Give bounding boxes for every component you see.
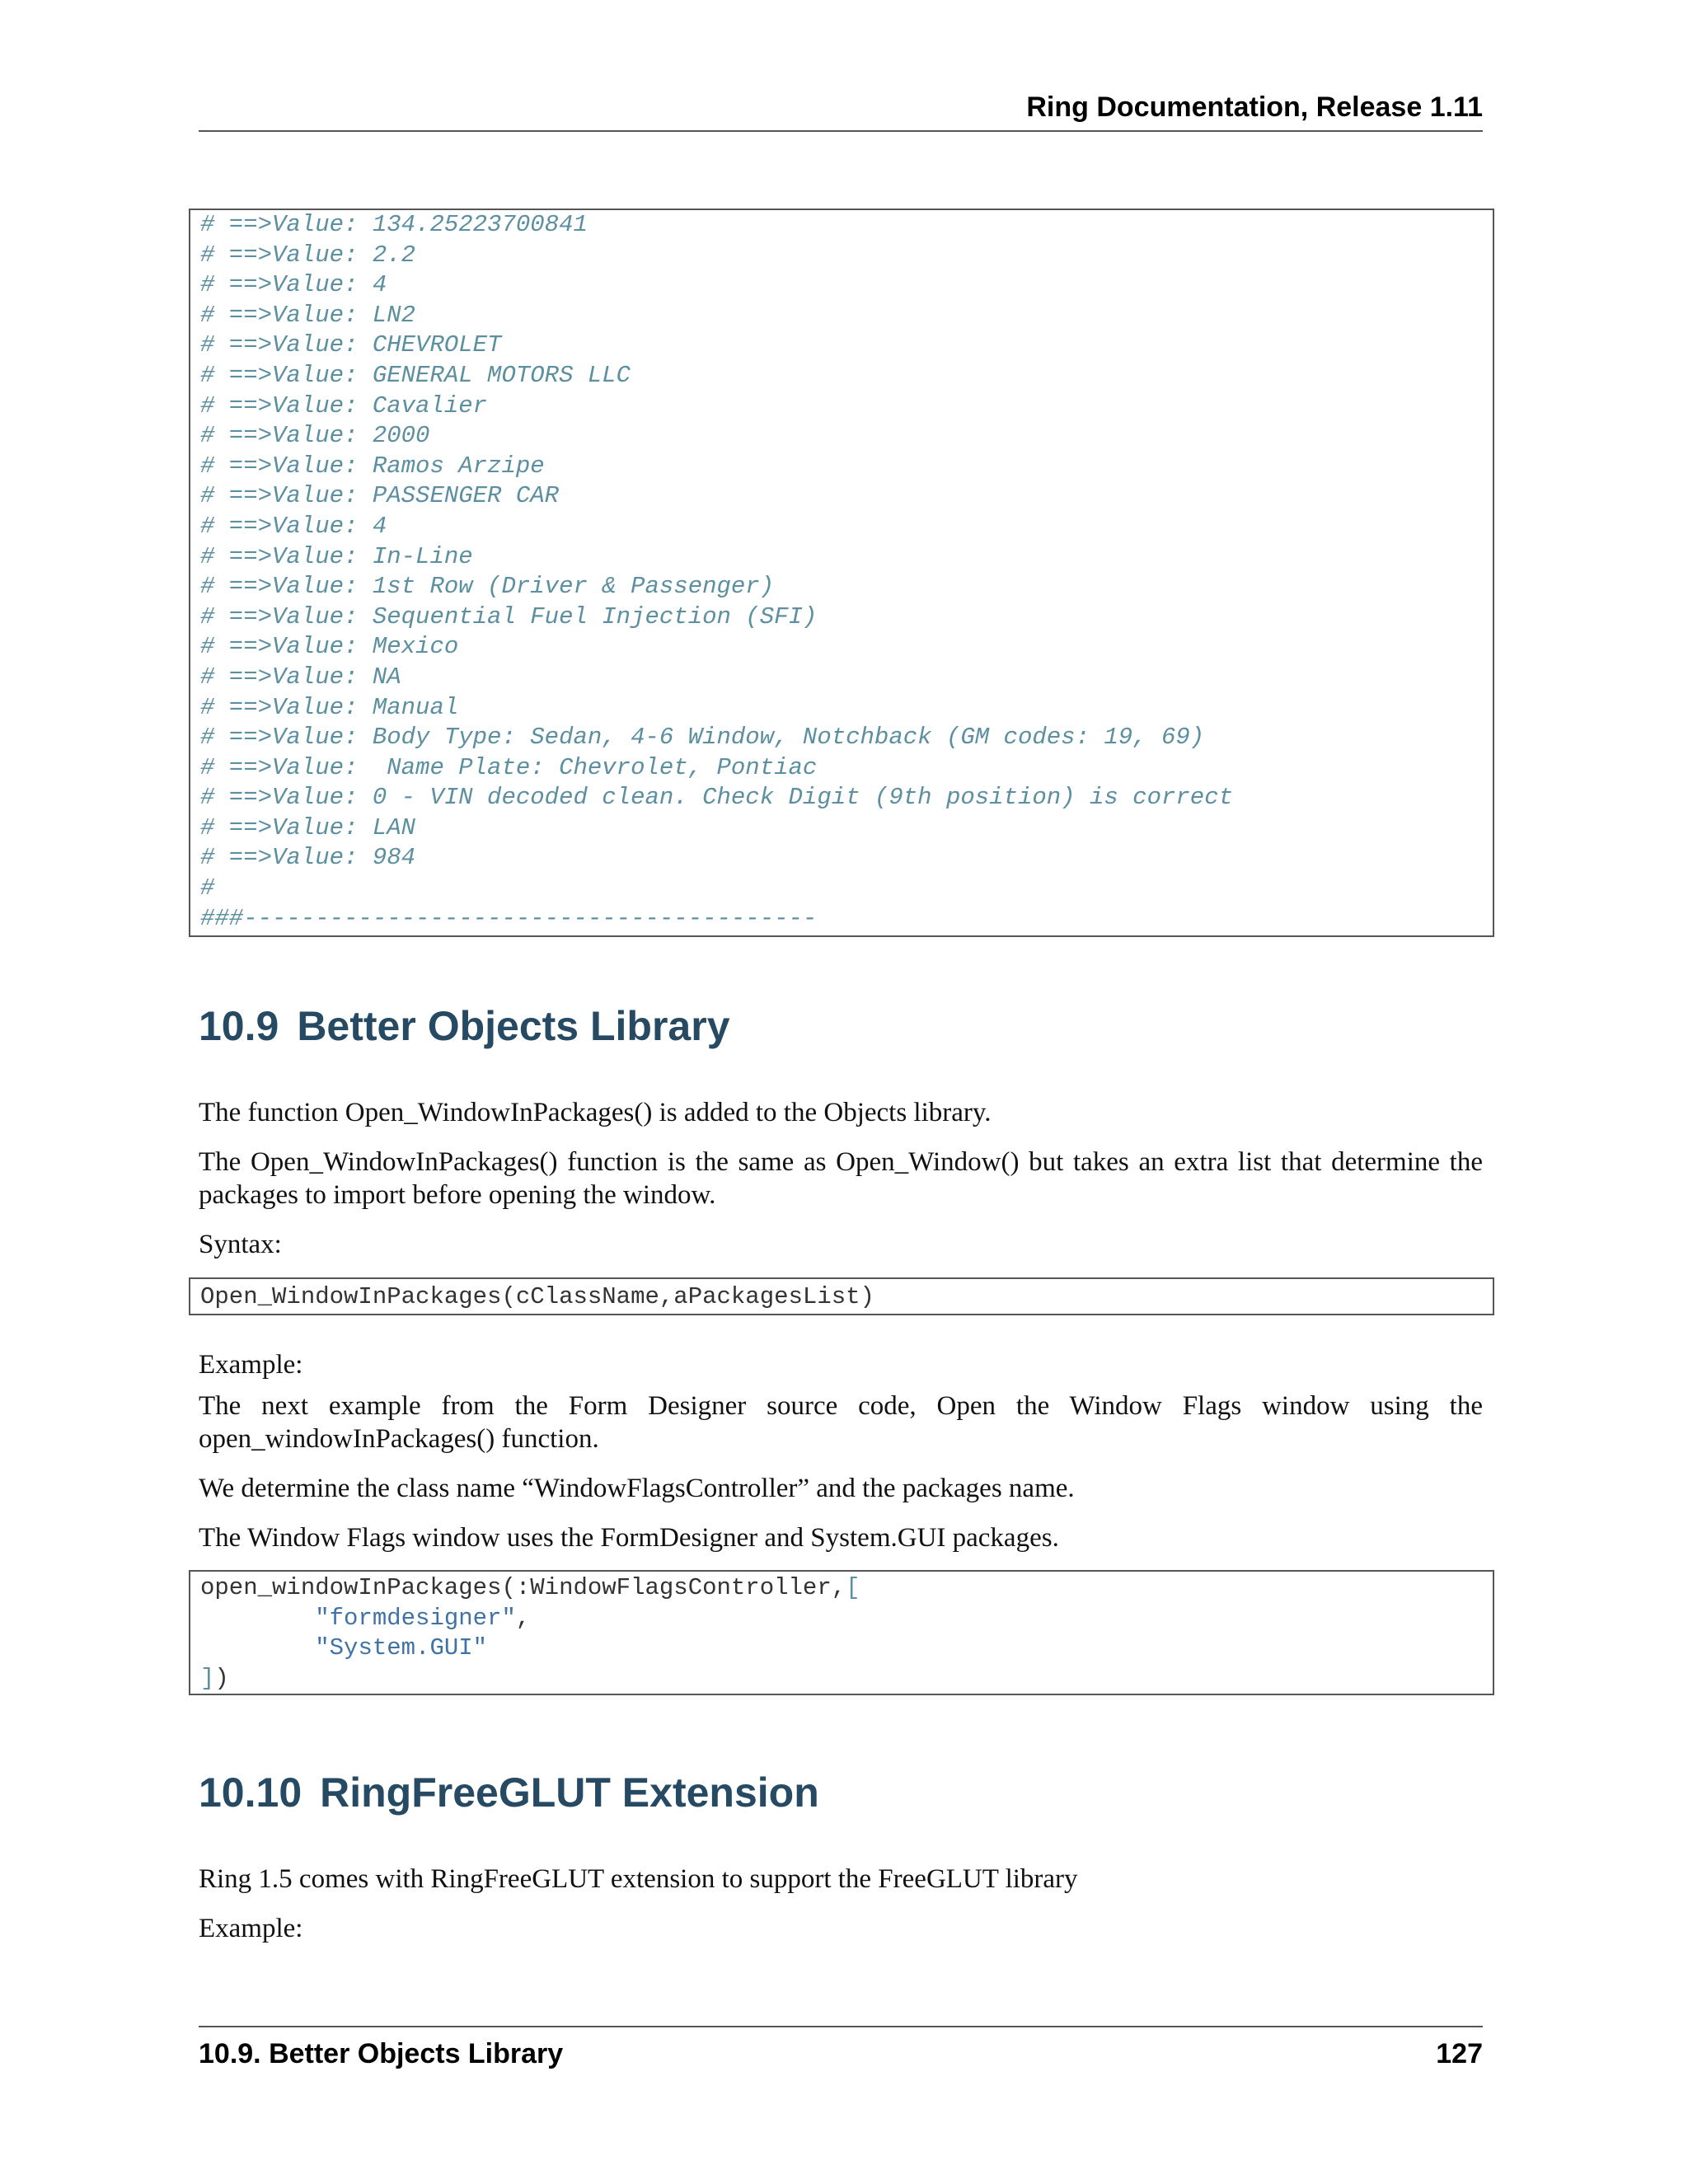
code-output-line: # ==>Value: PASSENGER CAR	[200, 482, 560, 510]
section-title: Better Objects Library	[297, 1003, 730, 1049]
code-output-line: # ==>Value: In-Line	[200, 542, 473, 570]
code-output-line: # ==>Value: Body Type: Sedan, 4-6 Window, Notchback (GM codes: 19, 69)	[200, 724, 1205, 752]
paragraph: Ring 1.5 comes with RingFreeGLUT extension to support the FreeGLUT library	[199, 1864, 1078, 1894]
code-output-line: # ==>Value: 4	[200, 271, 387, 299]
code-output-line: # ==>Value: Name Plate: Chevrolet, Pontiac	[200, 753, 818, 781]
code-output-line: # ==>Value: NA	[200, 663, 401, 691]
paragraph: The next example from the Form Designer source code, Open the Window Flags window using the open_windowInPackages() function.	[199, 1391, 1483, 1454]
section-title: RingFreeGLUT Extension	[320, 1769, 819, 1816]
code-output-line: # ==>Value: 134.25223700841	[200, 211, 588, 238]
code-string: "System.GUI"	[315, 1634, 488, 1662]
example-label: Example:	[199, 1914, 303, 1943]
code-output-line: ###----------------------------------------	[200, 904, 818, 932]
paragraph: The function Open_WindowInPackages() is added to the Objects library.	[199, 1098, 992, 1127]
paragraph: We determine the class name “WindowFlagsController” and the packages name.	[199, 1474, 1075, 1503]
code-output-line: # ==>Value: 984	[200, 844, 416, 872]
section-number: 10.10	[199, 1769, 302, 1816]
code-paren: )	[214, 1664, 229, 1692]
code-output-line: # ==>Value: LN2	[200, 301, 416, 329]
code-indent	[200, 1605, 315, 1632]
code-output-line: # ==>Value: 2000	[200, 422, 430, 450]
page-header	[199, 91, 1483, 132]
code-output-line: # ==>Value: Manual	[200, 693, 459, 721]
paragraph: The Window Flags window uses the FormDesigner and System.GUI packages.	[199, 1523, 1059, 1553]
code-bracket: [	[846, 1574, 860, 1601]
footer-section: 10.9. Better Objects Library	[199, 2038, 564, 2069]
syntax-code-block	[189, 1277, 1494, 1315]
example-code-block	[189, 1570, 1494, 1695]
code-output-line: # ==>Value: 0 - VIN decoded clean. Check Digit (9th position) is correct	[200, 784, 1234, 812]
page-footer	[199, 2026, 1483, 2070]
code-output-line: # ==>Value: 4	[200, 512, 387, 540]
syntax-label: Syntax:	[199, 1230, 282, 1259]
page-number: 127	[1436, 2038, 1483, 2069]
section-number: 10.9	[199, 1003, 279, 1049]
output-code-block	[189, 209, 1494, 937]
header-title: Ring Documentation, Release 1.11	[1026, 91, 1483, 123]
code-string: "formdesigner"	[315, 1604, 516, 1632]
code-text: open_windowInPackages(:WindowFlagsController,	[200, 1574, 846, 1601]
code-output-line: # ==>Value: LAN	[200, 813, 416, 841]
code-output-line: # ==>Value: 1st Row (Driver & Passenger)	[200, 573, 775, 601]
code-indent	[200, 1634, 315, 1661]
code-output-line: #	[200, 874, 215, 902]
code-output-line: # ==>Value: Mexico	[200, 633, 459, 661]
code-output-line: # ==>Value: 2.2	[200, 241, 416, 269]
example-label: Example:	[199, 1350, 303, 1380]
code-bracket: ]	[200, 1664, 215, 1692]
code-comma: ,	[515, 1604, 531, 1632]
code-output-line: # ==>Value: Ramos Arzipe	[200, 452, 545, 480]
code-line: Open_WindowInPackages(cClassName,aPackagesList)	[200, 1283, 874, 1310]
code-output-line: # ==>Value: Sequential Fuel Injection (SFI)	[200, 602, 818, 630]
paragraph: The Open_WindowInPackages() function is the same as Open_Window() but takes an extra list that determine the packages to import before opening the window.	[199, 1147, 1483, 1210]
section-heading-better-objects	[199, 1001, 730, 1051]
section-heading-ringfreeglut	[199, 1768, 819, 1817]
code-output-line: # ==>Value: GENERAL MOTORS LLC	[200, 361, 631, 389]
code-output-line: # ==>Value: Cavalier	[200, 391, 488, 419]
code-output-line: # ==>Value: CHEVROLET	[200, 331, 502, 359]
